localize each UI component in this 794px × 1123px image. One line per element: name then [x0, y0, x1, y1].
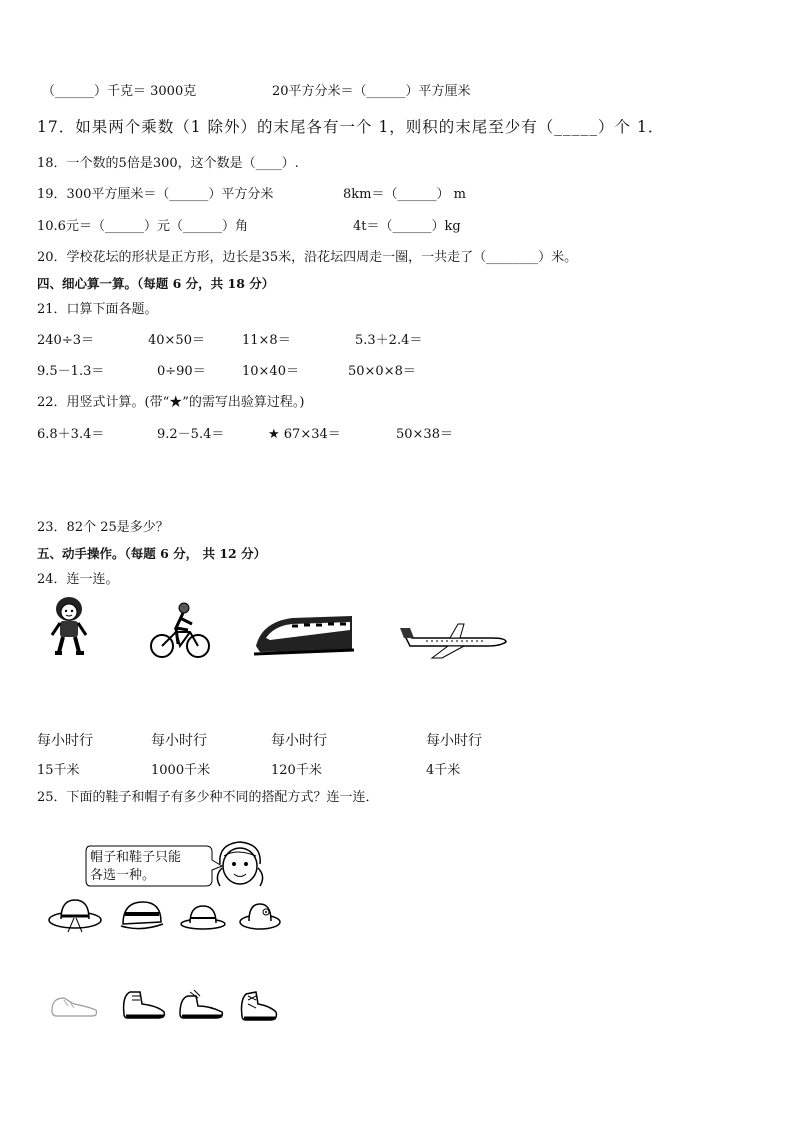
- section-5-heading: 五、动手操作。（每题 6 分， 共 12 分）: [37, 546, 267, 561]
- lace-boot-icon: [236, 986, 280, 1022]
- speed-title-4: 每小时行: [426, 733, 482, 749]
- speed-title-3: 每小时行: [271, 733, 327, 749]
- speed-title-2: 每小时行: [151, 733, 207, 749]
- q21-item-4: 5.3＋2.4＝: [355, 333, 423, 348]
- speed-value-4: 4千米: [426, 763, 461, 778]
- q21-item-5: 9.5－1.3＝: [37, 364, 105, 379]
- girl-face-icon: [214, 838, 266, 894]
- speed-value-3: 120千米: [271, 763, 322, 778]
- bubble-line-1: 帽子和鞋子只能: [90, 850, 182, 865]
- fedora-icon: [178, 902, 228, 932]
- high-top-icon: [176, 986, 228, 1020]
- q23-text: 23．82个 25是多少？: [37, 520, 169, 535]
- train-icon: [252, 610, 356, 658]
- q24-text: 24．连一连。: [37, 572, 119, 587]
- q19-item-ton: 4t＝（______）kg: [353, 219, 461, 234]
- q21-item-2: 40×50＝: [148, 333, 205, 348]
- q22-item-3: ★ 67×34＝: [268, 427, 341, 442]
- speed-value-2: 1000千米: [151, 763, 211, 778]
- q16-item-area: 20平方分米＝（______）平方厘米: [272, 84, 471, 99]
- q21-item-1: 240÷3＝: [37, 333, 94, 348]
- q22-item-1: 6.8＋3.4＝: [37, 427, 105, 442]
- q18-text: 18．一个数的5倍是300，这个数是（____）.: [37, 156, 299, 171]
- bow-hat-icon: [46, 894, 104, 934]
- q21-text: 21．口算下面各题。: [37, 302, 158, 317]
- q21-item-8: 50×0×8＝: [348, 364, 416, 379]
- speech-bubble: [84, 844, 214, 886]
- q21-item-3: 11×8＝: [242, 333, 291, 348]
- q25-text: 25．下面的鞋子和帽子有多少种不同的搭配方式？连一连．: [37, 790, 379, 805]
- q22-text: 22．用竖式计算。(带“★”的需写出验算过程。): [37, 395, 305, 410]
- q16-item-kg: （______）千克＝ 3000克: [42, 84, 197, 99]
- cyclist-icon: [150, 600, 210, 660]
- boot-icon: [118, 986, 170, 1020]
- airplane-icon: [396, 616, 508, 660]
- girl-icon: [45, 596, 93, 658]
- q21-item-6: 0÷90＝: [157, 364, 206, 379]
- q20-text: 20．学校花坛的形状是正方形，边长是35米，沿花坛四周走一圈，一共走了（________）米。: [37, 250, 578, 265]
- bubble-line-2: 各选一种。: [90, 868, 156, 883]
- q22-item-2: 9.2－5.4＝: [157, 427, 225, 442]
- flower-hat-icon: [238, 898, 282, 932]
- q19-item-km: 8km＝（______） m: [343, 187, 466, 202]
- section-4-heading: 四、细心算一算。（每题 6 分，共 18 分）: [37, 276, 275, 291]
- cap-icon: [119, 898, 165, 934]
- q22-item-4: 50×38＝: [396, 427, 453, 442]
- sneaker-icon: [48, 990, 102, 1018]
- speed-value-1: 15千米: [37, 763, 80, 778]
- q17-text: 17．如果两个乘数（1 除外）的末尾各有一个 1，则积的末尾至少有（_____）个 1．: [37, 118, 665, 136]
- q19-item-yuan: 10.6元＝（______）元（______）角: [37, 219, 248, 234]
- q21-item-7: 10×40＝: [242, 364, 299, 379]
- speed-title-1: 每小时行: [37, 733, 93, 749]
- q19-item-area: 19．300平方厘米＝（______）平方分米: [37, 187, 274, 202]
